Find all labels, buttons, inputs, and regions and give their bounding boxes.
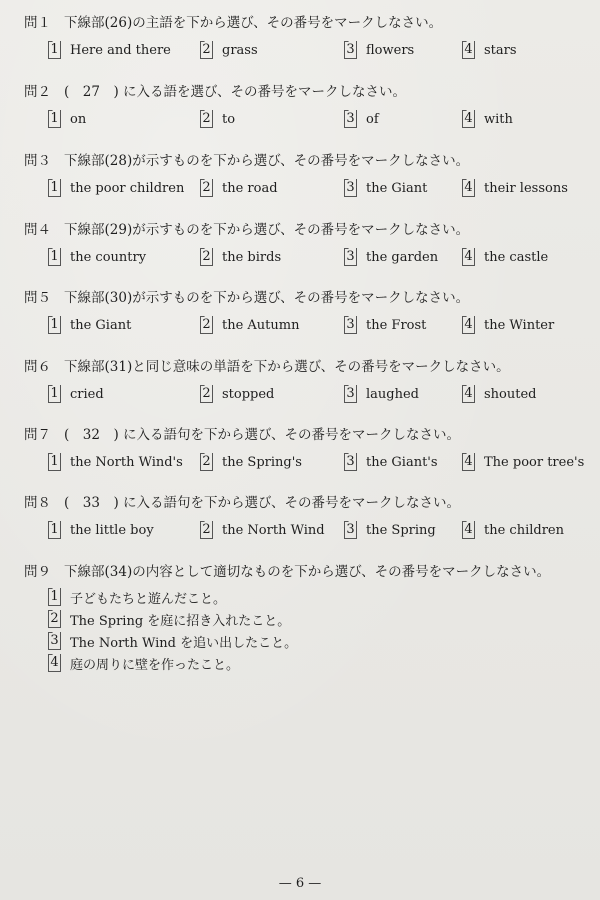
option-label: the Winter bbox=[484, 317, 555, 333]
option-label: the birds bbox=[222, 249, 282, 265]
option-label: on bbox=[70, 111, 87, 127]
option-label: the North Wind bbox=[222, 522, 325, 538]
option-3[interactable] bbox=[344, 316, 426, 334]
question-8 bbox=[24, 491, 584, 543]
question-3 bbox=[24, 149, 584, 201]
question-heading bbox=[24, 286, 584, 306]
question-number: 問５ bbox=[24, 290, 51, 306]
option-label: The poor tree's bbox=[484, 454, 585, 470]
option-label: the castle bbox=[484, 249, 549, 265]
option-label: their lessons bbox=[484, 180, 568, 196]
option-label: flowers bbox=[366, 42, 415, 58]
option-label: the road bbox=[222, 180, 278, 196]
option-3[interactable] bbox=[344, 385, 419, 403]
option-2[interactable] bbox=[200, 110, 235, 128]
question-9 bbox=[24, 560, 584, 674]
option-number: 1 bbox=[48, 179, 61, 197]
option-number: 2 bbox=[200, 248, 213, 266]
page-number: — 6 — bbox=[278, 876, 322, 891]
option-number: 1 bbox=[48, 453, 61, 471]
option-number: 1 bbox=[48, 521, 61, 539]
option-label: to bbox=[222, 111, 236, 127]
option-number: 2 bbox=[200, 316, 213, 334]
question-text: 下線部(28)が示すものを下から選び、その番号をマークしなさい。 bbox=[64, 153, 470, 169]
option-number: 3 bbox=[344, 110, 357, 128]
option-4[interactable] bbox=[48, 652, 584, 674]
option-label: the Giant's bbox=[366, 454, 438, 470]
option-4[interactable] bbox=[462, 248, 548, 266]
option-3[interactable] bbox=[48, 630, 584, 652]
option-number: 2 bbox=[200, 521, 213, 539]
option-label: laughed bbox=[366, 386, 419, 402]
option-label: the Autumn bbox=[222, 317, 300, 333]
option-4[interactable] bbox=[462, 521, 564, 539]
option-number: 2 bbox=[48, 610, 61, 628]
option-label: 子どもたちと遊んだこと。 bbox=[70, 591, 227, 607]
option-number: 2 bbox=[200, 385, 213, 403]
option-number: 2 bbox=[200, 41, 213, 59]
option-number: 1 bbox=[48, 248, 61, 266]
option-2[interactable] bbox=[200, 453, 302, 471]
option-number: 1 bbox=[48, 110, 61, 128]
option-number: 3 bbox=[48, 632, 61, 650]
question-number: 問７ bbox=[24, 427, 51, 443]
option-number: 3 bbox=[344, 521, 357, 539]
option-label: cried bbox=[70, 386, 104, 402]
option-label: the little boy bbox=[70, 522, 154, 538]
option-2[interactable] bbox=[200, 385, 274, 403]
option-number: 4 bbox=[462, 179, 475, 197]
question-5 bbox=[24, 286, 584, 338]
question-7 bbox=[24, 423, 584, 475]
question-text: 下線部(26)の主語を下から選び、その番号をマークしなさい。 bbox=[64, 15, 443, 31]
option-3[interactable] bbox=[344, 41, 414, 59]
question-number: 問３ bbox=[24, 153, 51, 169]
option-number: 3 bbox=[344, 179, 357, 197]
option-label: the Giant bbox=[366, 180, 428, 196]
option-number: 4 bbox=[462, 248, 475, 266]
option-label: The Spring を庭に招き入れたこと。 bbox=[70, 613, 291, 629]
option-4[interactable] bbox=[462, 110, 513, 128]
options-list bbox=[24, 586, 584, 674]
question-number: 問２ bbox=[24, 84, 51, 100]
option-label: shouted bbox=[484, 386, 537, 402]
option-number: 1 bbox=[48, 316, 61, 334]
option-1[interactable] bbox=[48, 248, 146, 266]
option-label: the children bbox=[484, 522, 564, 538]
options-row bbox=[24, 179, 584, 201]
options-row bbox=[24, 110, 584, 132]
option-1[interactable] bbox=[48, 385, 104, 403]
question-text: 下線部(30)が示すものを下から選び、その番号をマークしなさい。 bbox=[64, 290, 470, 306]
option-3[interactable] bbox=[344, 453, 438, 471]
option-2[interactable] bbox=[48, 608, 584, 630]
question-heading bbox=[24, 491, 584, 511]
option-label: grass bbox=[222, 42, 258, 58]
option-4[interactable] bbox=[462, 179, 568, 197]
option-label: Here and there bbox=[70, 42, 171, 58]
option-label: The North Wind を追い出したこと。 bbox=[70, 635, 298, 651]
options-row bbox=[24, 521, 584, 543]
option-number: 2 bbox=[200, 453, 213, 471]
option-4[interactable] bbox=[462, 453, 584, 471]
options-row bbox=[24, 385, 584, 407]
option-3[interactable] bbox=[344, 521, 436, 539]
question-heading bbox=[24, 218, 584, 238]
question-text: 下線部(34)の内容として適切なものを下から選び、その番号をマークしなさい。 bbox=[64, 564, 551, 580]
question-number: 問１ bbox=[24, 15, 51, 31]
question-heading bbox=[24, 11, 584, 31]
option-number: 3 bbox=[344, 316, 357, 334]
option-1[interactable] bbox=[48, 316, 131, 334]
option-label: the Spring bbox=[366, 522, 436, 538]
option-4[interactable] bbox=[462, 316, 554, 334]
options-row bbox=[24, 41, 584, 63]
question-heading bbox=[24, 149, 584, 169]
question-text: ( 27 ) に入る語を選び、その番号をマークしなさい。 bbox=[64, 84, 406, 100]
option-label: the poor children bbox=[70, 180, 185, 196]
option-number: 4 bbox=[462, 521, 475, 539]
question-text: 下線部(29)が示すものを下から選び、その番号をマークしなさい。 bbox=[64, 222, 470, 238]
option-3[interactable] bbox=[344, 110, 379, 128]
option-number: 4 bbox=[462, 41, 475, 59]
question-2 bbox=[24, 80, 584, 132]
option-label: stars bbox=[484, 42, 517, 58]
question-text: ( 33 ) に入る語句を下から選び、その番号をマークしなさい。 bbox=[64, 495, 460, 511]
option-number: 4 bbox=[462, 453, 475, 471]
option-number: 4 bbox=[462, 385, 475, 403]
option-1[interactable] bbox=[48, 453, 183, 471]
option-number: 1 bbox=[48, 385, 61, 403]
question-heading bbox=[24, 423, 584, 443]
option-4[interactable] bbox=[462, 41, 517, 59]
options-row bbox=[24, 248, 584, 270]
options-row bbox=[24, 453, 584, 475]
option-label: the garden bbox=[366, 249, 439, 265]
option-1[interactable] bbox=[48, 179, 184, 197]
question-number: 問４ bbox=[24, 222, 51, 238]
question-heading bbox=[24, 560, 584, 580]
options-row bbox=[24, 316, 584, 338]
option-2[interactable] bbox=[200, 41, 258, 59]
option-number: 2 bbox=[200, 179, 213, 197]
question-number: 問８ bbox=[24, 495, 51, 511]
option-label: the country bbox=[70, 249, 147, 265]
option-number: 4 bbox=[462, 110, 475, 128]
option-label: the Spring's bbox=[222, 454, 302, 470]
option-label: of bbox=[366, 111, 379, 127]
option-label: 庭の周りに壁を作ったこと。 bbox=[70, 657, 240, 673]
option-1[interactable] bbox=[48, 41, 171, 59]
option-1[interactable] bbox=[48, 586, 584, 608]
option-label: the Giant bbox=[70, 317, 132, 333]
question-number: 問９ bbox=[24, 564, 51, 580]
option-label: the North Wind's bbox=[70, 454, 183, 470]
option-number: 1 bbox=[48, 588, 61, 606]
option-number: 2 bbox=[200, 110, 213, 128]
option-label: stopped bbox=[222, 386, 275, 402]
option-4[interactable] bbox=[462, 385, 536, 403]
question-4 bbox=[24, 218, 584, 270]
option-number: 4 bbox=[462, 316, 475, 334]
option-1[interactable] bbox=[48, 521, 154, 539]
question-heading bbox=[24, 355, 584, 375]
option-2[interactable] bbox=[200, 521, 325, 539]
option-number: 3 bbox=[344, 248, 357, 266]
option-label: the Frost bbox=[366, 317, 427, 333]
option-3[interactable] bbox=[344, 248, 438, 266]
option-2[interactable] bbox=[200, 179, 278, 197]
option-2[interactable] bbox=[200, 248, 281, 266]
option-2[interactable] bbox=[200, 316, 299, 334]
option-3[interactable] bbox=[344, 179, 427, 197]
question-heading bbox=[24, 80, 584, 100]
option-number: 1 bbox=[48, 41, 61, 59]
question-number: 問６ bbox=[24, 359, 51, 375]
option-number: 4 bbox=[48, 654, 61, 672]
question-text: ( 32 ) に入る語句を下から選び、その番号をマークしなさい。 bbox=[64, 427, 460, 443]
question-1 bbox=[24, 11, 584, 63]
option-label: with bbox=[484, 111, 513, 127]
question-text: 下線部(31)と同じ意味の単語を下から選び、その番号をマークしなさい。 bbox=[64, 359, 510, 375]
option-number: 3 bbox=[344, 41, 357, 59]
option-1[interactable] bbox=[48, 110, 86, 128]
option-number: 3 bbox=[344, 453, 357, 471]
question-6 bbox=[24, 355, 584, 407]
option-number: 3 bbox=[344, 385, 357, 403]
